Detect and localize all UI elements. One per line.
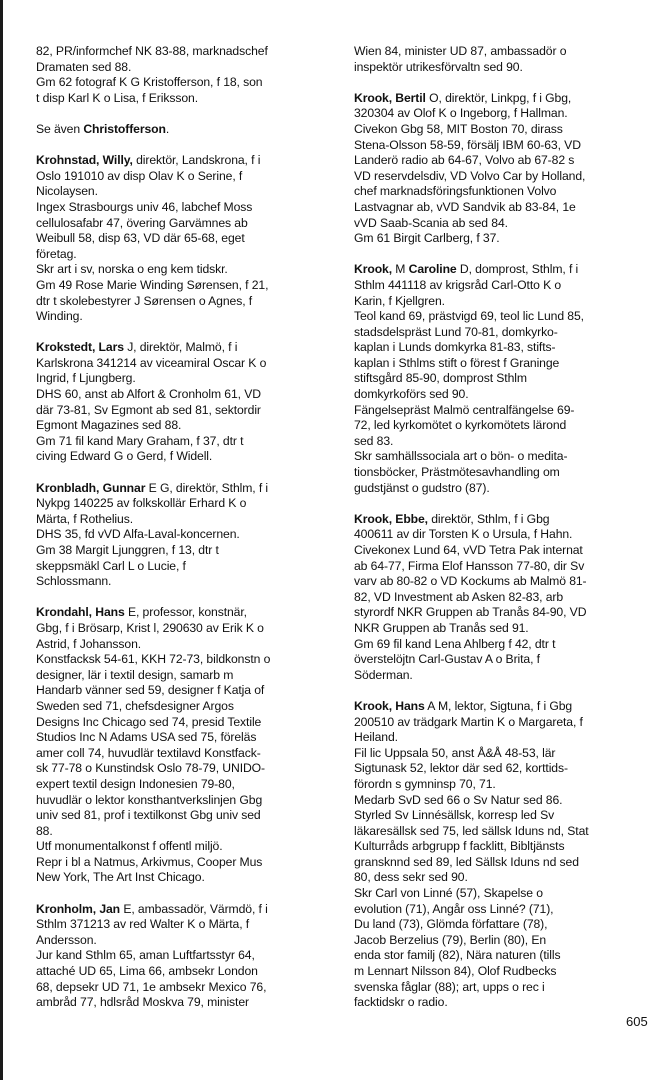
text-line xyxy=(36,964,336,980)
entry-text: Gm 38 Margit Ljunggren, f 13, dtr t xyxy=(36,543,219,557)
text-line xyxy=(354,980,654,996)
entry-text: E, ambassadör, Värmdö, f i xyxy=(120,901,268,916)
entry-text: sk 77-78 o Kunstindsk Oslo 78-79, UNIDO- xyxy=(36,761,266,776)
entry-text: evolution (71), Angår oss Linné? (71), xyxy=(354,901,554,916)
entry-text: kaplan i Sthlms stift o förest f Graninge xyxy=(354,355,560,370)
entry-text: Gm 61 Birgit Carlberg, f 37. xyxy=(354,231,500,246)
entry-text: 72, led kyrkomötet o kyrkomötets lärond xyxy=(354,418,567,433)
text-line xyxy=(36,512,336,528)
text-line xyxy=(36,559,336,575)
entry-text: Karin, f Kjellgren. xyxy=(354,293,445,308)
entry-text: New York, The Art Inst Chicago. xyxy=(36,870,205,885)
text-line xyxy=(354,637,654,653)
entry-headword: Krondahl, Hans xyxy=(36,605,125,620)
entry-headword: Caroline xyxy=(408,262,457,277)
entry-text: A M, lektor, Sigtuna, f i Gbg xyxy=(424,698,573,713)
entry-text: Civekonex Lund 64, vVD Tetra Pak internat xyxy=(354,543,583,557)
entry-text: cellulosafabr 47, övering Garvämnes ab xyxy=(36,215,248,230)
entry-text: stadsdelspräst Lund 70-81, domkyrko- xyxy=(354,324,558,339)
entry-text: Lastvagnar ab, vVD Sandvik ab 83-84, 1e xyxy=(354,199,576,214)
entry-separator xyxy=(354,683,654,699)
text-line xyxy=(354,824,654,840)
entry-text: stiftsgård 85-90, domprost Sthlm xyxy=(354,371,527,386)
page-number: 605 xyxy=(626,1014,648,1029)
entry-text: Styrled Sv Linnésällsk, korresp led Sv xyxy=(354,808,555,823)
entry-text: huvudlär o lektor konsthantverkslinjen Gbg xyxy=(36,792,263,807)
entry-text: Gm 69 fil kand Lena Ahlberg f 42, dtr t xyxy=(354,636,556,651)
entry-text: Se även xyxy=(36,121,84,136)
entry-text: J, direktör, Malmö, f i xyxy=(123,340,238,355)
entry-text: varv ab 80-82 o VD Kockums ab Malmö 81- xyxy=(354,574,587,589)
entry-text: Utf monumentalkonst f offentl miljö. xyxy=(36,839,223,854)
entry-separator xyxy=(36,590,336,606)
entry-text: Skr Carl von Linné (57), Skapelse o xyxy=(354,886,543,901)
text-line xyxy=(36,216,336,232)
entry-text: där 73-81, Sv Egmont ab sed 81, sektordir xyxy=(36,402,261,417)
entry-text: ab 64-77, Firma Elof Hansson 77-80, dir Sv xyxy=(354,558,585,573)
text-line xyxy=(36,371,336,387)
entry-text: Sthlm 441118 av krigsråd Carl-Otto K o xyxy=(354,277,562,292)
entry-text: Gm 49 Rose Marie Winding Sørensen, f 21, xyxy=(36,277,269,292)
text-line xyxy=(36,777,336,793)
entry-headword: Krook, Ebbe, xyxy=(354,511,428,526)
text-line xyxy=(36,309,336,325)
entry-text: förordn s gymninsp 70, 71. xyxy=(354,776,496,791)
text-line xyxy=(354,605,654,621)
text-line xyxy=(354,543,654,559)
text-line xyxy=(36,808,336,824)
text-line xyxy=(354,481,654,497)
entry-headword: Krook, xyxy=(354,262,392,277)
text-line xyxy=(36,169,336,185)
entry-text: Andersson. xyxy=(36,932,97,947)
text-line xyxy=(354,574,654,590)
entry-text: 82, VD Investment ab Asken 82-83, arb xyxy=(354,589,564,604)
entry-text: chef marknadsföringsfunktionen Volvo xyxy=(354,184,557,199)
text-line xyxy=(36,574,336,590)
text-line xyxy=(36,184,336,200)
text-line xyxy=(36,746,336,762)
text-line xyxy=(354,746,654,762)
text-line xyxy=(354,44,654,60)
entry-text: Designs Inc Chicago sed 74, presid Textile xyxy=(36,714,262,729)
text-line xyxy=(36,340,336,356)
text-line xyxy=(354,839,654,855)
text-line xyxy=(36,294,336,310)
entry-text: D, domprost, Sthlm, f i xyxy=(456,262,579,277)
text-line xyxy=(354,652,654,668)
entry-text: 80, dess sekr sed 90. xyxy=(354,870,468,885)
entry-text: dtr t skolebestyrer J Sørensen o Agnes, f xyxy=(36,293,253,308)
text-line xyxy=(354,621,654,637)
text-line xyxy=(354,262,654,278)
entry-text: Märta, f Rothelius. xyxy=(36,511,133,526)
text-line xyxy=(354,699,654,715)
entry-text: Winding. xyxy=(36,309,83,324)
entry-text: Weibull 58, disp 63, VD där 65-68, eget xyxy=(36,231,245,246)
entry-text: Handarb vänner sed 59, designer f Katja of xyxy=(36,683,265,698)
text-line xyxy=(354,559,654,575)
entry-text: Sthlm 371213 av red Walter K o Märta, f xyxy=(36,917,250,932)
text-line xyxy=(36,60,336,76)
text-line xyxy=(354,60,654,76)
text-line xyxy=(36,200,336,216)
entry-text: designer, lär i textil design, samarb m xyxy=(36,667,234,682)
text-line xyxy=(36,75,336,91)
entry-text: Dramaten sed 88. xyxy=(36,59,132,74)
entry-text: Karlskrona 341214 av viceamiral Oscar K o xyxy=(36,355,267,370)
right-column xyxy=(354,44,654,1011)
entry-text: . xyxy=(165,121,170,136)
text-line xyxy=(36,761,336,777)
text-line xyxy=(36,44,336,60)
text-line xyxy=(354,403,654,419)
text-line xyxy=(36,793,336,809)
text-line xyxy=(36,496,336,512)
entry-text: Oslo 191010 av disp Olav K o Serine, f xyxy=(36,168,243,183)
text-line xyxy=(36,449,336,465)
text-line xyxy=(354,325,654,341)
text-line xyxy=(354,730,654,746)
entry-text: M xyxy=(392,262,409,277)
entry-text: amer coll 74, huvudlär textilavd Konstfack- xyxy=(36,745,261,760)
text-line xyxy=(36,418,336,434)
entry-text: Du land (73), Glömda författare (78), xyxy=(354,917,548,932)
page-left-edge xyxy=(0,0,3,1080)
text-line xyxy=(354,870,654,886)
text-line xyxy=(36,403,336,419)
entry-text: Sweden sed 71, chefsdesigner Argos xyxy=(36,698,234,713)
entry-text: inspektör utrikesförvaltn sed 90. xyxy=(354,59,523,74)
entry-text: Gbg, f i Brösarp, Krist l, 290630 av Erik K o xyxy=(36,620,264,635)
text-line xyxy=(36,933,336,949)
entry-text: Nykpg 140225 av folkskollär Erhard K o xyxy=(36,496,247,511)
entry-text: Gm 62 fotograf K G Kristofferson, f 18, son xyxy=(36,75,263,90)
text-line xyxy=(354,808,654,824)
text-line xyxy=(36,278,336,294)
entry-text: ambråd 77, hdlsråd Moskva 79, minister xyxy=(36,995,249,1010)
text-line xyxy=(36,387,336,403)
text-line xyxy=(36,699,336,715)
text-line xyxy=(354,371,654,387)
entry-text: gudstjänst o gudstro (87). xyxy=(354,480,490,495)
entry-text: Civekon Gbg 58, MIT Boston 70, dirass xyxy=(354,121,563,136)
text-line xyxy=(354,777,654,793)
entry-text: NKR Gruppen ab Tranås sed 91. xyxy=(354,620,529,635)
text-line xyxy=(354,138,654,154)
entry-separator xyxy=(36,106,336,122)
text-line xyxy=(354,917,654,933)
text-line xyxy=(354,184,654,200)
entry-text: svenska fåglar (88); art, upps o rec i xyxy=(354,979,545,994)
text-line xyxy=(354,886,654,902)
text-line xyxy=(354,200,654,216)
text-line xyxy=(354,715,654,731)
entry-text: kaplan i Lunds domkyrka 81-83, stifts- xyxy=(354,340,556,355)
entry-separator xyxy=(36,465,336,481)
entry-text: Landerö radio ab 64-67, Volvo ab 67-82 s xyxy=(354,153,575,168)
text-line xyxy=(36,621,336,637)
entry-text: Heiland. xyxy=(354,730,398,745)
entry-text: Medarb SvD sed 66 o Sv Natur sed 86. xyxy=(354,792,563,807)
entry-text: 200510 av trädgark Martin K o Margareta, f xyxy=(354,714,583,729)
entry-text: DHS 35, fd vVD Alfa-Laval-koncernen. xyxy=(36,527,240,542)
entry-text: enda stor familj (82), Nära naturen (tills xyxy=(354,948,561,963)
entry-separator xyxy=(354,247,654,263)
entry-text: gransknnd sed 89, led Sällsk Iduns nd sed xyxy=(354,854,579,869)
entry-text: m Lennart Nilsson 84), Olof Rudbecks xyxy=(354,964,557,979)
text-line xyxy=(354,294,654,310)
entry-text: direktör, Landskrona, f i xyxy=(132,153,261,168)
text-line xyxy=(36,652,336,668)
text-line xyxy=(36,902,336,918)
entry-separator xyxy=(354,75,654,91)
text-line xyxy=(36,683,336,699)
entry-text: O, direktör, Linkpg, f i Gbg, xyxy=(425,90,572,105)
text-line xyxy=(354,449,654,465)
text-line xyxy=(36,122,336,138)
text-line xyxy=(36,855,336,871)
text-line xyxy=(354,902,654,918)
entry-headword: Kronholm, Jan xyxy=(36,901,121,916)
entry-text: E, professor, konstnär, xyxy=(124,605,247,620)
entry-text: civing Edward G o Gerd, f Widell. xyxy=(36,449,213,464)
text-line xyxy=(36,231,336,247)
text-line xyxy=(354,122,654,138)
entry-text: Sigtunask 52, lektor där sed 62, korttids- xyxy=(354,761,568,776)
text-line xyxy=(36,668,336,684)
entry-text: Repr i bl a Natmus, Arkivmus, Cooper Mus xyxy=(36,854,263,869)
entry-text: sed 83. xyxy=(354,433,394,448)
entry-text: Jur kand Sthlm 65, aman Luftfartsstyr 64, xyxy=(36,948,255,963)
text-line xyxy=(354,278,654,294)
entry-text: Stena-Olsson 58-59, försälj IBM 60-63, VD xyxy=(354,137,581,152)
text-line xyxy=(36,948,336,964)
entry-text: 82, PR/informchef NK 83-88, marknadschef xyxy=(36,44,268,58)
entry-text: överstelöjtn Carl-Gustav A o Brita, f xyxy=(354,652,540,667)
entry-headword: Krohnstad, Willy, xyxy=(36,153,133,168)
text-line xyxy=(354,356,654,372)
entry-text: styrordf NKR Gruppen ab Tranås 84-90, VD xyxy=(354,605,587,620)
text-line xyxy=(354,855,654,871)
text-line xyxy=(354,153,654,169)
entry-separator xyxy=(354,496,654,512)
entry-text: Gm 71 fil kand Mary Graham, f 37, dtr t xyxy=(36,433,244,448)
entry-text: t disp Karl K o Lisa, f Eriksson. xyxy=(36,90,198,105)
entry-separator xyxy=(36,138,336,154)
entry-text: 88. xyxy=(36,823,53,838)
entry-text: Kulturråds arbgrupp f facklitt, Bibltjänsts xyxy=(354,839,565,854)
entry-text: Skr samhällssociala art o bön- o medita- xyxy=(354,449,568,464)
entry-text: läkaresällsk sed 75, led sällsk Iduns nd, Stat xyxy=(354,823,589,838)
text-line xyxy=(36,824,336,840)
text-line xyxy=(36,995,336,1011)
entry-text: Jacob Berzelius (79), Berlin (80), En xyxy=(354,932,547,947)
text-line xyxy=(36,980,336,996)
entry-text: E G, direktör, Sthlm, f i xyxy=(145,480,269,495)
entry-text: direktör, Sthlm, f i Gbg xyxy=(427,511,550,526)
entry-text: vVD Saab-Scania ab sed 84. xyxy=(354,215,508,230)
text-line xyxy=(354,106,654,122)
entry-text: Nicolaysen. xyxy=(36,184,98,199)
entry-text: 320304 av Olof K o Ingeborg, f Hallman. xyxy=(354,106,568,121)
text-line xyxy=(354,964,654,980)
text-line xyxy=(354,761,654,777)
text-line xyxy=(36,481,336,497)
entry-headword: Krook, Bertil xyxy=(354,90,426,105)
entry-text: expert textil design Indonesien 79-80, xyxy=(36,776,235,791)
text-line xyxy=(36,356,336,372)
entry-text: Studios Inc N Adams USA sed 75, föreläs xyxy=(36,730,257,745)
text-line xyxy=(36,262,336,278)
entry-headword: Krokstedt, Lars xyxy=(36,340,124,355)
text-line xyxy=(354,231,654,247)
text-line xyxy=(354,309,654,325)
text-line xyxy=(36,247,336,263)
entry-separator xyxy=(36,886,336,902)
entry-text: Ingrid, f Ljungberg. xyxy=(36,371,136,386)
entry-headword: Krook, Hans xyxy=(354,698,425,713)
text-line xyxy=(354,216,654,232)
left-column xyxy=(36,44,336,1011)
entry-text: facktidskr o radio. xyxy=(354,995,448,1010)
entry-text: 68, depsekr UD 71, 1e ambsekr Mexico 76, xyxy=(36,979,267,994)
text-line xyxy=(36,730,336,746)
entry-text: Schlossmann. xyxy=(36,574,112,589)
entry-text: Fängelsepräst Malmö centralfängelse 69- xyxy=(354,402,575,417)
text-line xyxy=(36,917,336,933)
entry-text: tionsböcker, Prästmötesavhandling om xyxy=(354,465,560,480)
text-line xyxy=(354,933,654,949)
entry-text: domkyrkoförs sed 90. xyxy=(354,387,469,402)
text-line xyxy=(36,870,336,886)
text-line xyxy=(36,153,336,169)
entry-text: 400611 av dir Torsten K o Ursula, f Hahn. xyxy=(354,527,573,542)
text-line xyxy=(354,995,654,1011)
text-line xyxy=(36,434,336,450)
entry-text: Teol kand 69, prästvigd 69, teol lic Lund 85, xyxy=(354,309,584,324)
entry-text: Wien 84, minister UD 87, ambassadör o xyxy=(354,44,567,58)
entry-text: Söderman. xyxy=(354,667,413,682)
text-line xyxy=(354,434,654,450)
entry-text: univ sed 81, prof i textilkonst Gbg univ sed xyxy=(36,808,261,823)
entry-text: Fil lic Uppsala 50, anst Å&Å 48-53, lär xyxy=(354,745,556,760)
text-line xyxy=(354,169,654,185)
text-line xyxy=(354,465,654,481)
entry-text: attaché UD 65, Lima 66, ambsekr London xyxy=(36,964,258,979)
text-line xyxy=(36,527,336,543)
text-line xyxy=(354,668,654,684)
text-line xyxy=(354,527,654,543)
entry-text: Egmont Magazines sed 88. xyxy=(36,418,182,433)
text-line xyxy=(36,91,336,107)
entry-text: företag. xyxy=(36,246,77,261)
text-line xyxy=(36,637,336,653)
entry-text: Ingex Strasbourgs univ 46, labchef Moss xyxy=(36,199,253,214)
entry-text: VD reservdelsdiv, VD Volvo Car by Holland, xyxy=(354,168,586,183)
entry-text: Konstfacksk 54-61, KKH 72-73, bildkonstn o xyxy=(36,652,271,667)
text-line xyxy=(354,418,654,434)
text-line xyxy=(36,605,336,621)
text-line xyxy=(36,839,336,855)
text-line xyxy=(354,948,654,964)
entry-separator xyxy=(36,325,336,341)
entry-headword: Kronbladh, Gunnar xyxy=(36,480,146,495)
entry-text: Skr art i sv, norska o eng kem tidskr. xyxy=(36,262,228,277)
entry-text: Astrid, f Johansson. xyxy=(36,636,142,651)
entry-text: skeppsmäkl Carl L o Lucie, f xyxy=(36,558,186,573)
text-line xyxy=(354,91,654,107)
text-line xyxy=(354,387,654,403)
text-line xyxy=(354,793,654,809)
text-line xyxy=(354,590,654,606)
text-line xyxy=(36,715,336,731)
entry-headword: Christofferson xyxy=(83,121,166,136)
text-line xyxy=(354,512,654,528)
text-line xyxy=(354,340,654,356)
entry-text: DHS 60, anst ab Alfort & Cronholm 61, VD xyxy=(36,387,261,402)
text-line xyxy=(36,543,336,559)
